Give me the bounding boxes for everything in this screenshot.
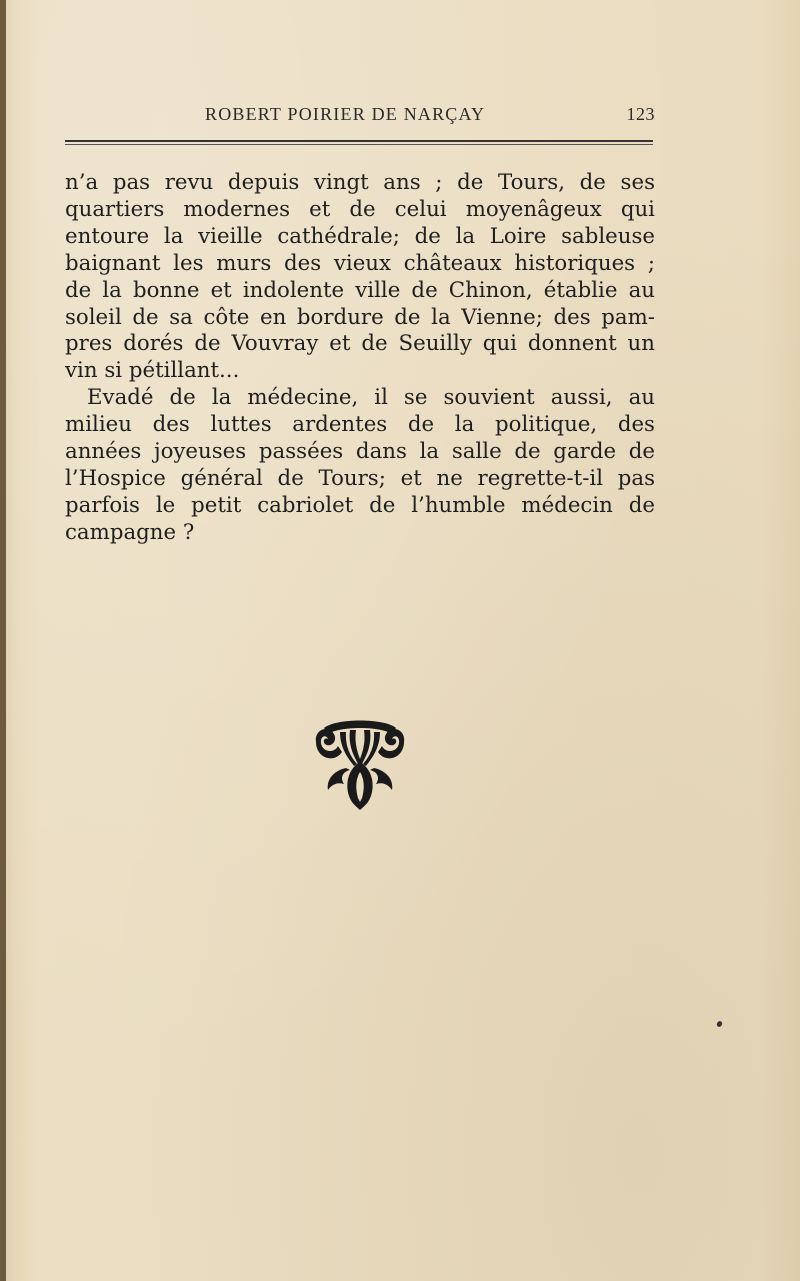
text-line: quartiers modernes et de celui moyenâgeux qui xyxy=(65,196,655,222)
text-line: entoure la vieille cathédrale; de la Loire sableuse xyxy=(65,223,655,249)
page-number: 123 xyxy=(626,104,655,124)
paragraph-start-line: Evadé de la médecine, il se souvient aussi, au xyxy=(87,385,655,411)
ink-speck xyxy=(716,1020,723,1028)
header-rule xyxy=(65,140,653,142)
header-rule-thin xyxy=(65,144,653,145)
text-line: parfois le petit cabriolet de l’humble médecin de xyxy=(65,492,655,518)
text-line: années joyeuses passées dans la salle de garde de xyxy=(65,439,655,465)
text-line: baignant les murs des vieux châteaux historiques ; xyxy=(65,250,655,276)
text-line: l’Hospice général de Tours; et ne regrette-t-il pas xyxy=(65,465,655,491)
art-nouveau-floral-ornament-icon xyxy=(310,712,410,812)
page-header xyxy=(65,104,655,130)
running-head: ROBERT POIRIER DE NARÇAY xyxy=(205,104,486,124)
text-line: milieu des luttes ardentes de la politique, des xyxy=(65,412,655,438)
text-line: vin si pétillant... xyxy=(65,358,240,384)
text-line: n’a pas revu depuis vingt ans ; de Tours, de ses xyxy=(65,170,655,195)
text-line: campagne ? xyxy=(65,519,195,545)
body-text xyxy=(65,170,655,547)
page-binding-edge xyxy=(0,0,6,1281)
text-line: pres dorés de Vouvray et de Seuilly qui donnent un xyxy=(65,331,655,357)
text-line: soleil de sa côte en bordure de la Vienne; des pam- xyxy=(65,304,655,330)
text-line: de la bonne et indolente ville de Chinon, établie au xyxy=(65,277,655,303)
